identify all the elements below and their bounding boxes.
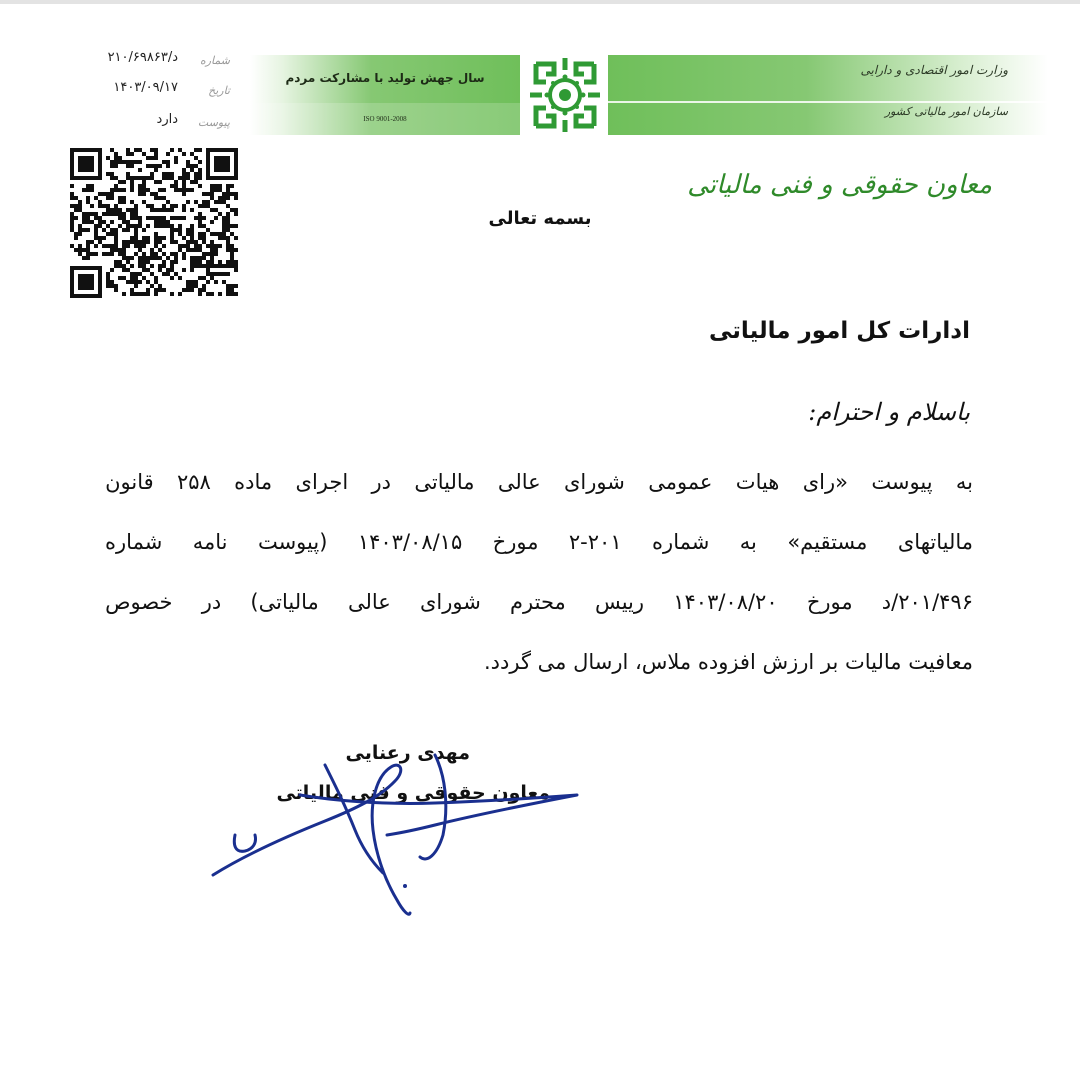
body-word: مالیاتهای bbox=[897, 530, 973, 554]
slogan-banner bbox=[250, 55, 520, 135]
body-line-3 bbox=[105, 582, 973, 622]
letter-date: ۱۴۰۳/۰۹/۱۷ bbox=[113, 80, 178, 95]
body-word: شورای bbox=[419, 590, 481, 614]
attachment-row bbox=[60, 112, 230, 136]
body-word: قانون bbox=[105, 470, 154, 494]
ministry-name: وزارت امور اقتصادی و دارایی bbox=[860, 63, 1008, 77]
body-word: مستقیم» bbox=[787, 530, 868, 554]
body-word: «رای bbox=[802, 470, 848, 494]
body-word: هیات bbox=[735, 470, 780, 494]
tax-organization-emblem-icon bbox=[524, 52, 606, 138]
body-word: معافیت مالیات بر ارزش افزوده ملاس، ارسال می گردد. bbox=[484, 650, 973, 674]
body-line-1 bbox=[105, 462, 973, 502]
body-word: ۲-۲۰۱ bbox=[568, 530, 622, 554]
body-word: شورای bbox=[564, 470, 625, 494]
top-border bbox=[0, 0, 1080, 4]
qr-code-icon bbox=[70, 148, 238, 298]
bismillah: بسمه تعالی bbox=[488, 208, 592, 229]
body-line-4 bbox=[105, 642, 973, 682]
letter-date-label: تاریخ bbox=[208, 84, 230, 97]
letter-number: ۲۱۰/۶۹۸۶۳/د bbox=[107, 50, 178, 65]
attachment-value: دارد bbox=[156, 112, 178, 127]
ministry-banner bbox=[608, 55, 1048, 135]
body-word: ۱۴۰۳/۰۸/۱۵ bbox=[357, 530, 463, 554]
letter-date-row bbox=[60, 80, 230, 104]
body-word: عالی bbox=[497, 470, 541, 494]
letter-number-label: شماره bbox=[199, 54, 230, 67]
body-word: محترم bbox=[510, 590, 566, 614]
body-word: به bbox=[955, 470, 973, 494]
body-word: ۱۴۰۳/۰۸/۲۰ bbox=[673, 590, 778, 614]
body-word: شماره bbox=[105, 530, 163, 554]
body-word: مالیاتی bbox=[414, 470, 475, 494]
body-word: (پیوست bbox=[257, 530, 328, 554]
body-word: ۲۵۸ bbox=[177, 470, 211, 494]
greeting: باسلام و احترام: bbox=[808, 398, 970, 426]
body-word: مالیاتی) bbox=[250, 590, 319, 614]
signatory-name: مهدی رعنایی bbox=[345, 742, 470, 764]
body-word: به bbox=[739, 530, 757, 554]
recipient: ادارات کل امور مالیاتی bbox=[709, 318, 970, 344]
body-word: نامه bbox=[192, 530, 228, 554]
body-word: شماره bbox=[652, 530, 710, 554]
banner-separator bbox=[608, 101, 1048, 103]
handwritten-signature bbox=[205, 745, 590, 930]
body-word: عالی bbox=[347, 590, 391, 614]
office-title: معاون حقوقی و فنی مالیاتی bbox=[687, 170, 992, 200]
organization-name: سازمان امور مالیاتی کشور bbox=[884, 105, 1008, 118]
letter-number-row bbox=[60, 50, 230, 74]
body-word: مورخ bbox=[806, 590, 853, 614]
body-word: در bbox=[201, 590, 222, 614]
attachment-label: پیوست bbox=[197, 116, 230, 129]
iso-text: ISO 9001-2008 bbox=[250, 103, 520, 135]
body-line-2 bbox=[105, 522, 973, 562]
body-word: پیوست bbox=[871, 470, 933, 494]
body-word: ۲۰۱/۴۹۶/د bbox=[881, 590, 973, 614]
body-word: در bbox=[371, 470, 392, 494]
body-word: خصوص bbox=[105, 590, 173, 614]
slogan-text: سال جهش تولید با مشارکت مردم bbox=[285, 71, 485, 85]
body-word: اجرای bbox=[295, 470, 349, 494]
body-word: مورخ bbox=[492, 530, 539, 554]
body-word: عمومی bbox=[648, 470, 713, 494]
signatory-title: معاون حقوقی و فنی مالیاتی bbox=[276, 782, 550, 804]
body-word: رییس bbox=[594, 590, 645, 614]
body-word: ماده bbox=[234, 470, 273, 494]
